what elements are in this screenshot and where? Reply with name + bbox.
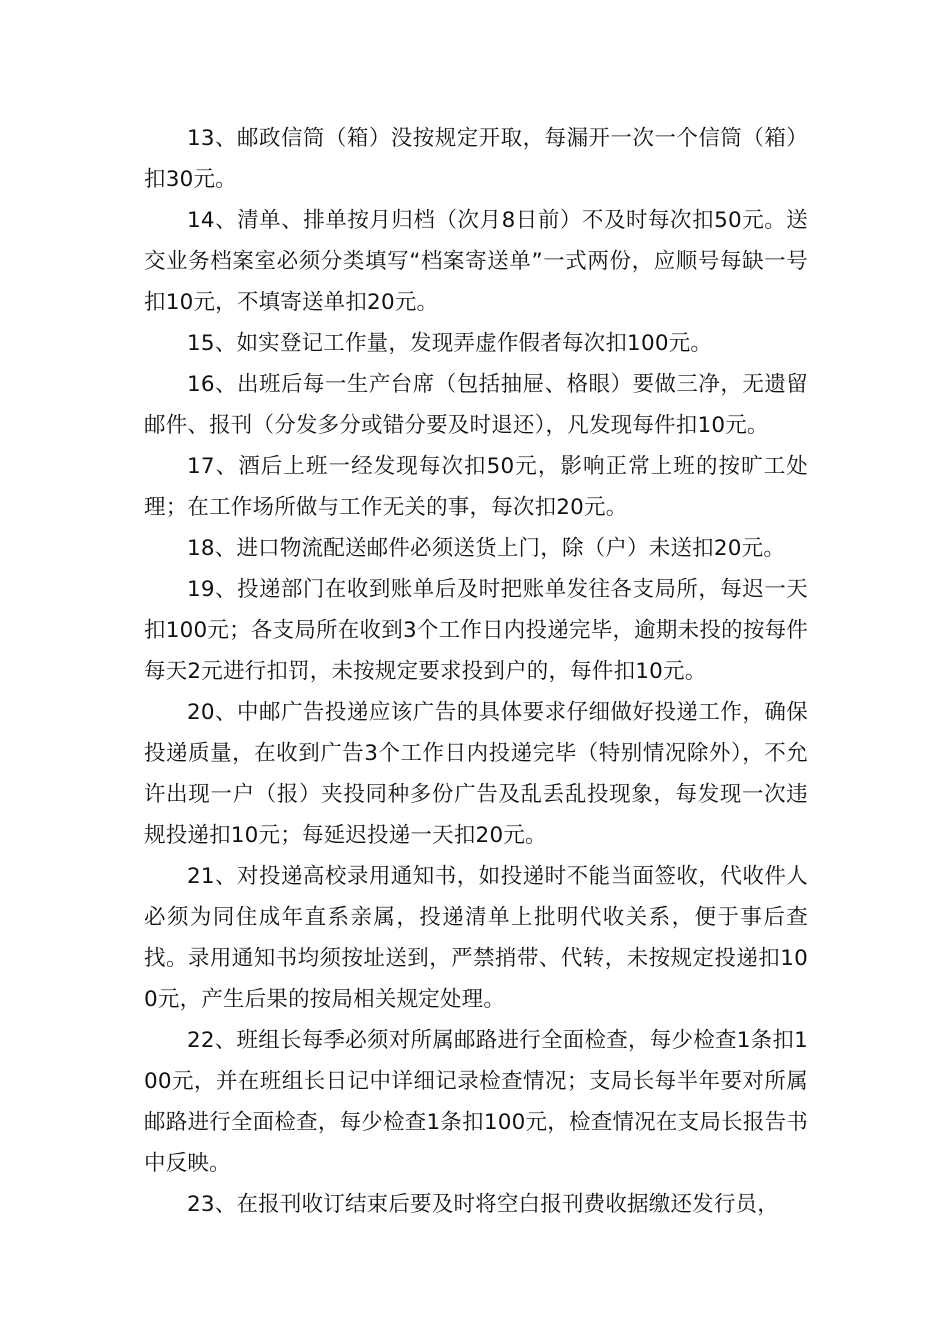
- paragraph-23: 23、在报刊收订结束后要及时将空白报刊费收据缴还发行员，: [187, 1192, 779, 1217]
- paragraph-17: 17、酒后上班一经发现每次扣50元，影响正常上班的按旷工处理；在工作场所做与工作无关的事，每次扣20元。: [144, 454, 808, 520]
- paragraph-13: 13、邮政信筒（箱）没按规定开取，每漏开一次一个信筒（箱）扣30元。: [144, 126, 808, 192]
- paragraph-18: 18、进口物流配送邮件必须送货上门，除（户）未送扣20元。: [187, 536, 786, 561]
- paragraph-21: 21、对投递高校录用通知书，如投递时不能当面签收，代收件人必须为同住成年直系亲属，投递清单上批明代收关系，便于事后查找。录用通知书均须按址送到，严禁捎带、代转，未按规定投递扣100元，产生后果的按局相关规定处理。: [144, 864, 808, 1012]
- paragraph-19: 19、投递部门在收到账单后及时把账单发往各支局所，每迟一天扣100元；各支局所在收到3个工作日内投递完毕，逾期未投的按每件每天2元进行扣罚，未按规定要求投到户的，每件扣10元。: [144, 577, 808, 684]
- paragraph-14: 14、清单、排单按月归档（次月8日前）不及时每次扣50元。送交业务档案室必须分类填写“档案寄送单”一式两份，应顺号每缺一号扣10元，不填寄送单扣20元。: [144, 208, 808, 315]
- paragraph-22: 22、班组长每季必须对所属邮路进行全面检查，每少检查1条扣100元，并在班组长日记中详细记录检查情况；支局长每半年要对所属邮路进行全面检查，每少检查1条扣100元，检查情况在支局长报告书中反映。: [144, 1028, 808, 1176]
- paragraph-20: 20、中邮广告投递应该广告的具体要求仔细做好投递工作，确保投递质量，在收到广告3个工作日内投递完毕（特别情况除外），不允许出现一户（报）夹投同种多份广告及乱丢乱投现象，每发现一次违规投递扣10元；每延迟投递一天扣20元。: [144, 700, 808, 848]
- paragraph-15: 15、如实登记工作量，发现弄虚作假者每次扣100元。: [187, 331, 713, 356]
- document-body: [144, 118, 808, 1225]
- paragraph-16: 16、出班后每一生产台席（包括抽屉、格眼）要做三净，无遗留邮件、报刊（分发多分或错分要及时退还），凡发现每件扣10元。: [144, 372, 808, 438]
